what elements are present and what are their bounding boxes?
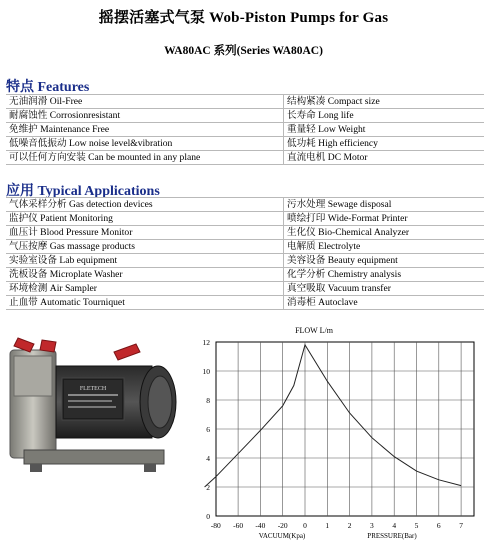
x-tick-label: 2 bbox=[347, 521, 352, 530]
table-row bbox=[6, 151, 484, 165]
table-row bbox=[6, 212, 484, 226]
x-tick-label: 4 bbox=[392, 521, 397, 530]
features-table bbox=[6, 94, 484, 165]
x-tick-label: 5 bbox=[414, 521, 419, 530]
pump-brand-label: FLETECH bbox=[79, 386, 107, 392]
y-tick-label: 8 bbox=[206, 396, 210, 405]
table-row bbox=[6, 123, 484, 137]
y-tick-label: 6 bbox=[206, 425, 210, 434]
x-axis-label-pressure: PRESSURE(Bar) bbox=[367, 532, 417, 540]
cell-left: 止血带 Automatic Tourniquet bbox=[6, 296, 284, 310]
cell-right: 生化仪 Bio-Chemical Analyzer bbox=[284, 226, 485, 240]
x-tick-label: 3 bbox=[370, 521, 374, 530]
applications-heading: 应用 Typical Applications bbox=[6, 184, 160, 199]
chart-y-ticks bbox=[203, 338, 211, 521]
table-row bbox=[6, 240, 484, 254]
table-row bbox=[6, 268, 484, 282]
x-tick-label: -60 bbox=[233, 521, 244, 530]
cell-left: 监护仪 Patient Monitoring bbox=[6, 212, 284, 226]
table-row bbox=[6, 109, 484, 123]
x-tick-label: 7 bbox=[459, 521, 463, 530]
table-row bbox=[6, 296, 484, 310]
y-tick-label: 0 bbox=[206, 512, 210, 521]
cell-left: 血压计 Blood Pressure Monitor bbox=[6, 226, 284, 240]
cell-left: 气压按摩 Gas massage products bbox=[6, 240, 284, 254]
x-tick-label: 6 bbox=[436, 521, 441, 530]
x-tick-label: -80 bbox=[210, 521, 221, 530]
x-tick-label: -40 bbox=[255, 521, 266, 530]
cell-left: 免维护 Maintenance Free bbox=[6, 123, 284, 137]
cell-left: 洗板设备 Microplate Washer bbox=[6, 268, 284, 282]
x-axis-label-vacuum: VACUUM(Kpa) bbox=[258, 532, 306, 540]
cell-right: 喷绘打印 Wide-Format Printer bbox=[284, 212, 485, 226]
x-tick-label: 0 bbox=[303, 521, 307, 530]
cell-left: 气体采样分析 Gas detection devices bbox=[6, 198, 284, 212]
series-subtitle: WA80AC 系列(Series WA80AC) bbox=[164, 45, 323, 57]
y-tick-label: 4 bbox=[206, 454, 210, 463]
table-row bbox=[6, 137, 484, 151]
cell-right: 化学分析 Chemistry analysis bbox=[284, 268, 485, 282]
table-row bbox=[6, 226, 484, 240]
flow-chart bbox=[186, 322, 486, 552]
cell-left: 无油润滑 Oil-Free bbox=[6, 95, 284, 109]
x-tick-label: -20 bbox=[277, 521, 288, 530]
chart-x-ticks bbox=[211, 521, 463, 530]
y-tick-label: 2 bbox=[206, 483, 210, 492]
cell-right: 污水处理 Sewage disposal bbox=[284, 198, 485, 212]
cell-right: 长寿命 Long life bbox=[284, 109, 485, 123]
applications-table bbox=[6, 197, 484, 310]
cell-right: 重量轻 Low Weight bbox=[284, 123, 485, 137]
table-row bbox=[6, 198, 484, 212]
cell-left: 实验室设备 Lab equipment bbox=[6, 254, 284, 268]
cell-right: 直流电机 DC Motor bbox=[284, 151, 485, 165]
y-tick-label: 10 bbox=[202, 367, 210, 376]
cell-right: 结构紧凑 Compact size bbox=[284, 95, 485, 109]
cell-right: 美容设备 Beauty equipment bbox=[284, 254, 485, 268]
chart-title: FLOW L/m bbox=[295, 326, 333, 335]
features-heading: 特点 Features bbox=[6, 80, 90, 95]
cell-right: 消毒柜 Autoclave bbox=[284, 296, 485, 310]
table-row bbox=[6, 95, 484, 109]
cell-left: 耐腐蚀性 Corrosionresistant bbox=[6, 109, 284, 123]
chart-grid bbox=[216, 342, 474, 516]
y-tick-label: 12 bbox=[202, 338, 210, 347]
page-title: 摇摆活塞式气泵 Wob-Piston Pumps for Gas bbox=[98, 10, 389, 26]
pump-product-image bbox=[4, 330, 184, 485]
table-row bbox=[6, 254, 484, 268]
cell-right: 电解质 Electrolyte bbox=[284, 240, 485, 254]
cell-left: 可以任何方向安装 Can be mounted in any plane bbox=[6, 151, 284, 165]
cell-left: 低噪音低振动 Low noise level&vibration bbox=[6, 137, 284, 151]
cell-right: 真空吸取 Vacuum transfer bbox=[284, 282, 485, 296]
x-tick-label: 1 bbox=[325, 521, 330, 530]
cell-right: 低功耗 High efficiency bbox=[284, 137, 485, 151]
flow-line bbox=[202, 345, 462, 487]
cell-left: 环境检测 Air Sampler bbox=[6, 282, 284, 296]
table-row bbox=[6, 282, 484, 296]
